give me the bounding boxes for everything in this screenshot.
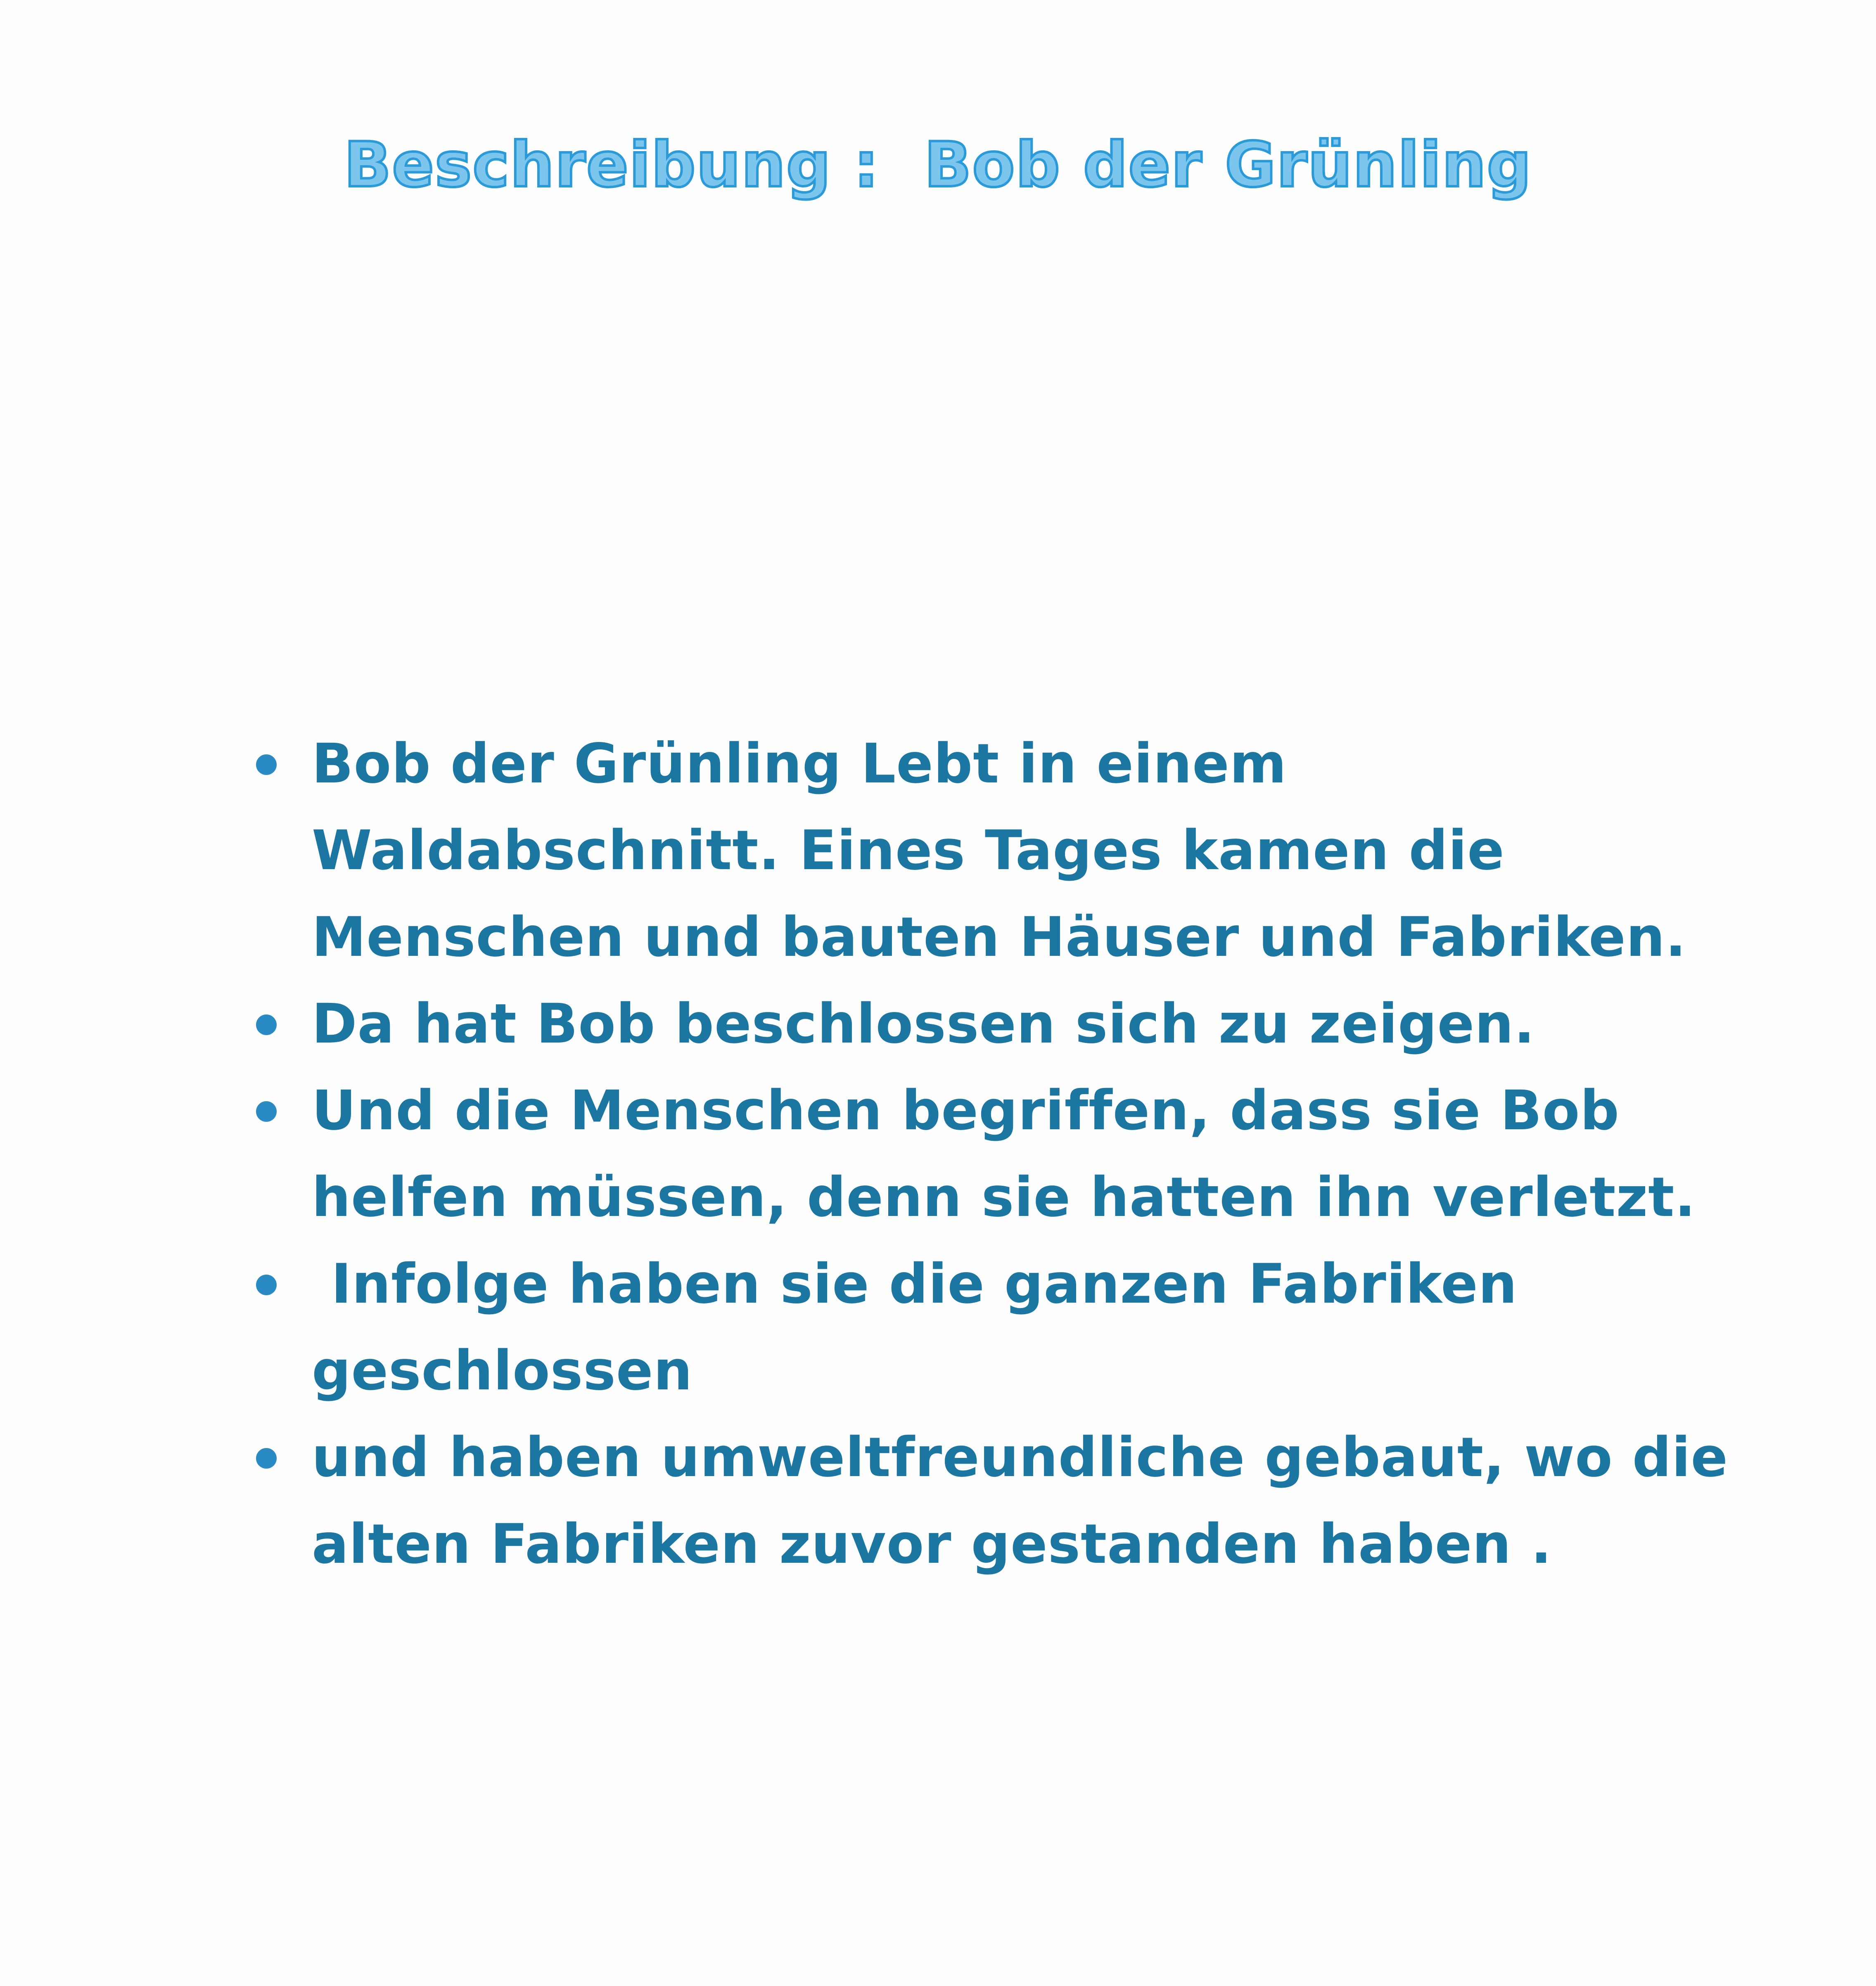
- list-item: [248, 1067, 1696, 1241]
- list-item: [248, 981, 1693, 1067]
- bullet-icon: [256, 754, 277, 775]
- list-item-line: alten Fabriken zuvor gestanden haben .: [312, 1512, 1552, 1576]
- list-item-line: und haben umweltfreundliche gebaut, wo die: [312, 1426, 1728, 1489]
- bullet-icon: [256, 1448, 277, 1469]
- bullet-icon: [256, 1275, 277, 1295]
- list-item-line: Infolge haben sie die ganzen Fabriken: [312, 1252, 1518, 1316]
- list-item: [248, 1414, 1728, 1588]
- document-title: Beschreibung : Bob der Grünling: [344, 129, 1532, 201]
- list-item: [248, 1241, 1693, 1414]
- list-item-line: Menschen und bauten Häuser und Fabriken.: [312, 905, 1686, 969]
- list-item-line: geschlossen: [312, 1339, 693, 1403]
- bullet-icon: [256, 1101, 277, 1122]
- bullet-list: [248, 720, 1728, 1588]
- bullet-icon: [256, 1014, 277, 1035]
- list-item: [248, 720, 1693, 981]
- list-item-line: helfen müssen, denn sie hatten ihn verletzt.: [312, 1166, 1696, 1229]
- list-item-line: Bob der Grünling Lebt in einem: [312, 732, 1287, 796]
- list-item-line: Da hat Bob beschlossen sich zu zeigen.: [312, 992, 1535, 1056]
- list-item-line: Und die Menschen begriffen, dass sie Bob: [312, 1079, 1620, 1142]
- list-item-line: Waldabschnitt. Eines Tages kamen die: [312, 819, 1505, 882]
